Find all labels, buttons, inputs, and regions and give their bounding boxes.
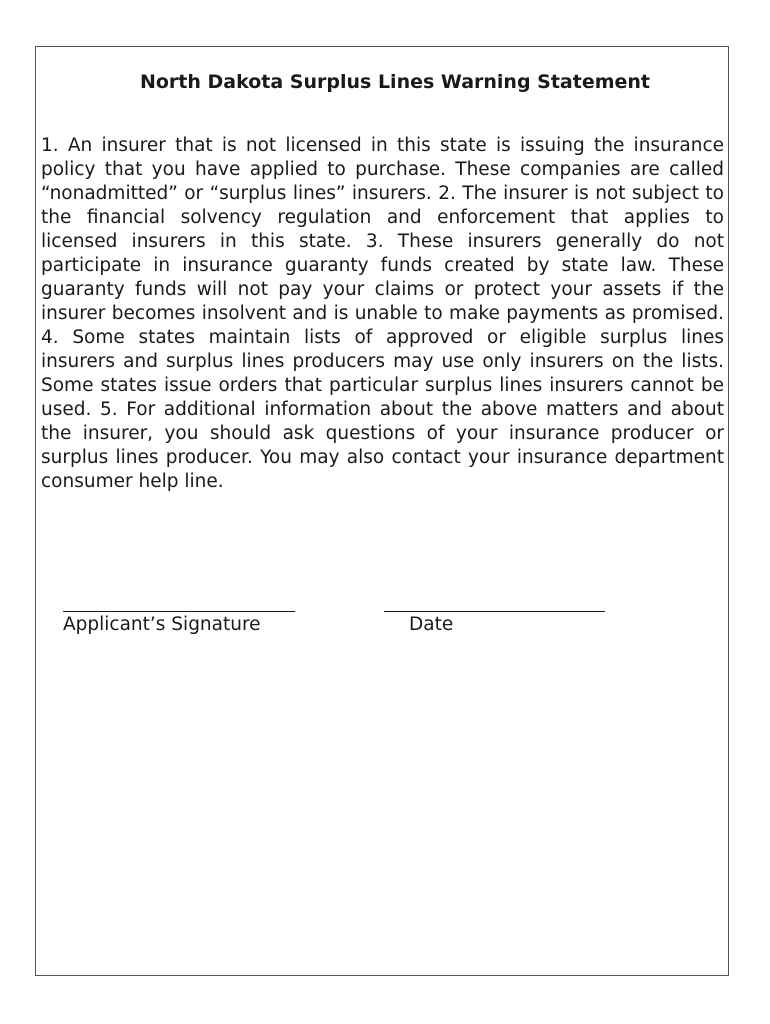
signature-line bbox=[63, 611, 295, 612]
document-title: North Dakota Surplus Lines Warning Statement bbox=[139, 71, 651, 93]
signature-label: Applicant’s Signature bbox=[63, 614, 261, 635]
date-line bbox=[384, 611, 605, 612]
date-label: Date bbox=[409, 614, 454, 635]
warning-statement-body: 1. An insurer that is not licensed in this state is issuing the insurance policy that you have applied to purchase. These companies are called “nonadmitted” or “surplus lines” insurers. 2. The insurer is not subject to the financial solvency regulation and enforcement that applies to licensed insurers in this state. 3. These insurers generally do not participate in insurance guaranty funds created by state law. These guaranty funds will not pay your claims or protect your assets if the insurer becomes insolvent and is unable to make payments as promised. 4. Some states maintain lists of approved or eligible surplus lines insurers and surplus lines producers may use only insurers on the lists. Some states issue orders that particular surplus lines insurers cannot be used. 5. For additional information about the above matters and about the insurer, you should ask questions of your insurance producer or surplus lines producer. You may also contact your insurance department consumer help line. bbox=[41, 135, 724, 492]
